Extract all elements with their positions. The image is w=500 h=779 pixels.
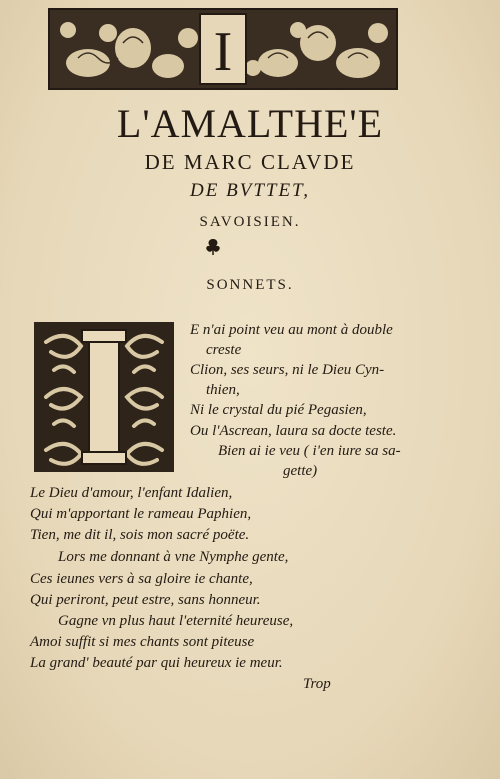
poem-line: Le Dieu d'amour, l'enfant Idalien, bbox=[30, 485, 233, 501]
poem-line: Lors me donnant à vne Nymphe gente, bbox=[58, 549, 289, 565]
poem-line: Ces ieunes vers à sa gloire ie chante, bbox=[30, 571, 253, 587]
fleuron-icon bbox=[203, 237, 223, 257]
poem-line: Qui periront, peut estre, sans honneur. bbox=[30, 592, 261, 608]
poem-line: E n'ai point veu au mont à double bbox=[190, 322, 393, 338]
poem-line: Ou l'Ascrean, laura sa docte teste. bbox=[190, 423, 397, 439]
poem-line: Clion, ses seurs, ni le Dieu Cyn- bbox=[190, 362, 385, 378]
decorated-initial bbox=[34, 322, 174, 472]
poem-line: gette) bbox=[283, 463, 318, 479]
poem-line: Qui m'apportant le rameau Paphien, bbox=[30, 506, 252, 522]
author-origin: SAVOISIEN. bbox=[199, 214, 301, 230]
poem-line: Amoi suffit si mes chants sont piteuse bbox=[30, 634, 255, 650]
section-heading: SONNETS. bbox=[206, 277, 294, 293]
ornamental-headpiece bbox=[48, 8, 398, 90]
headpiece-letter: I bbox=[213, 21, 233, 83]
poem-line: Gagne vn plus haut l'eternité heureuse, bbox=[58, 613, 294, 629]
book-title: L'AMALTHE'E bbox=[116, 101, 384, 146]
poem-line: thien, bbox=[206, 382, 240, 398]
poem-line: creste bbox=[206, 342, 242, 358]
poem-line: La grand' beauté par qui heureux ie meur. bbox=[30, 655, 283, 671]
poem-line: Ni le crystal du pié Pegasien, bbox=[190, 402, 367, 418]
author-line-2: DE BVTTET, bbox=[190, 180, 310, 201]
poem-line: Tien, me dit il, sois mon sacré poëte. bbox=[30, 527, 250, 543]
poem-line: Bien ai ie veu ( i'en iure sa sa- bbox=[218, 443, 401, 459]
author-line-1: DE MARC CLAVDE bbox=[144, 150, 356, 174]
catchword: Trop bbox=[303, 676, 331, 692]
